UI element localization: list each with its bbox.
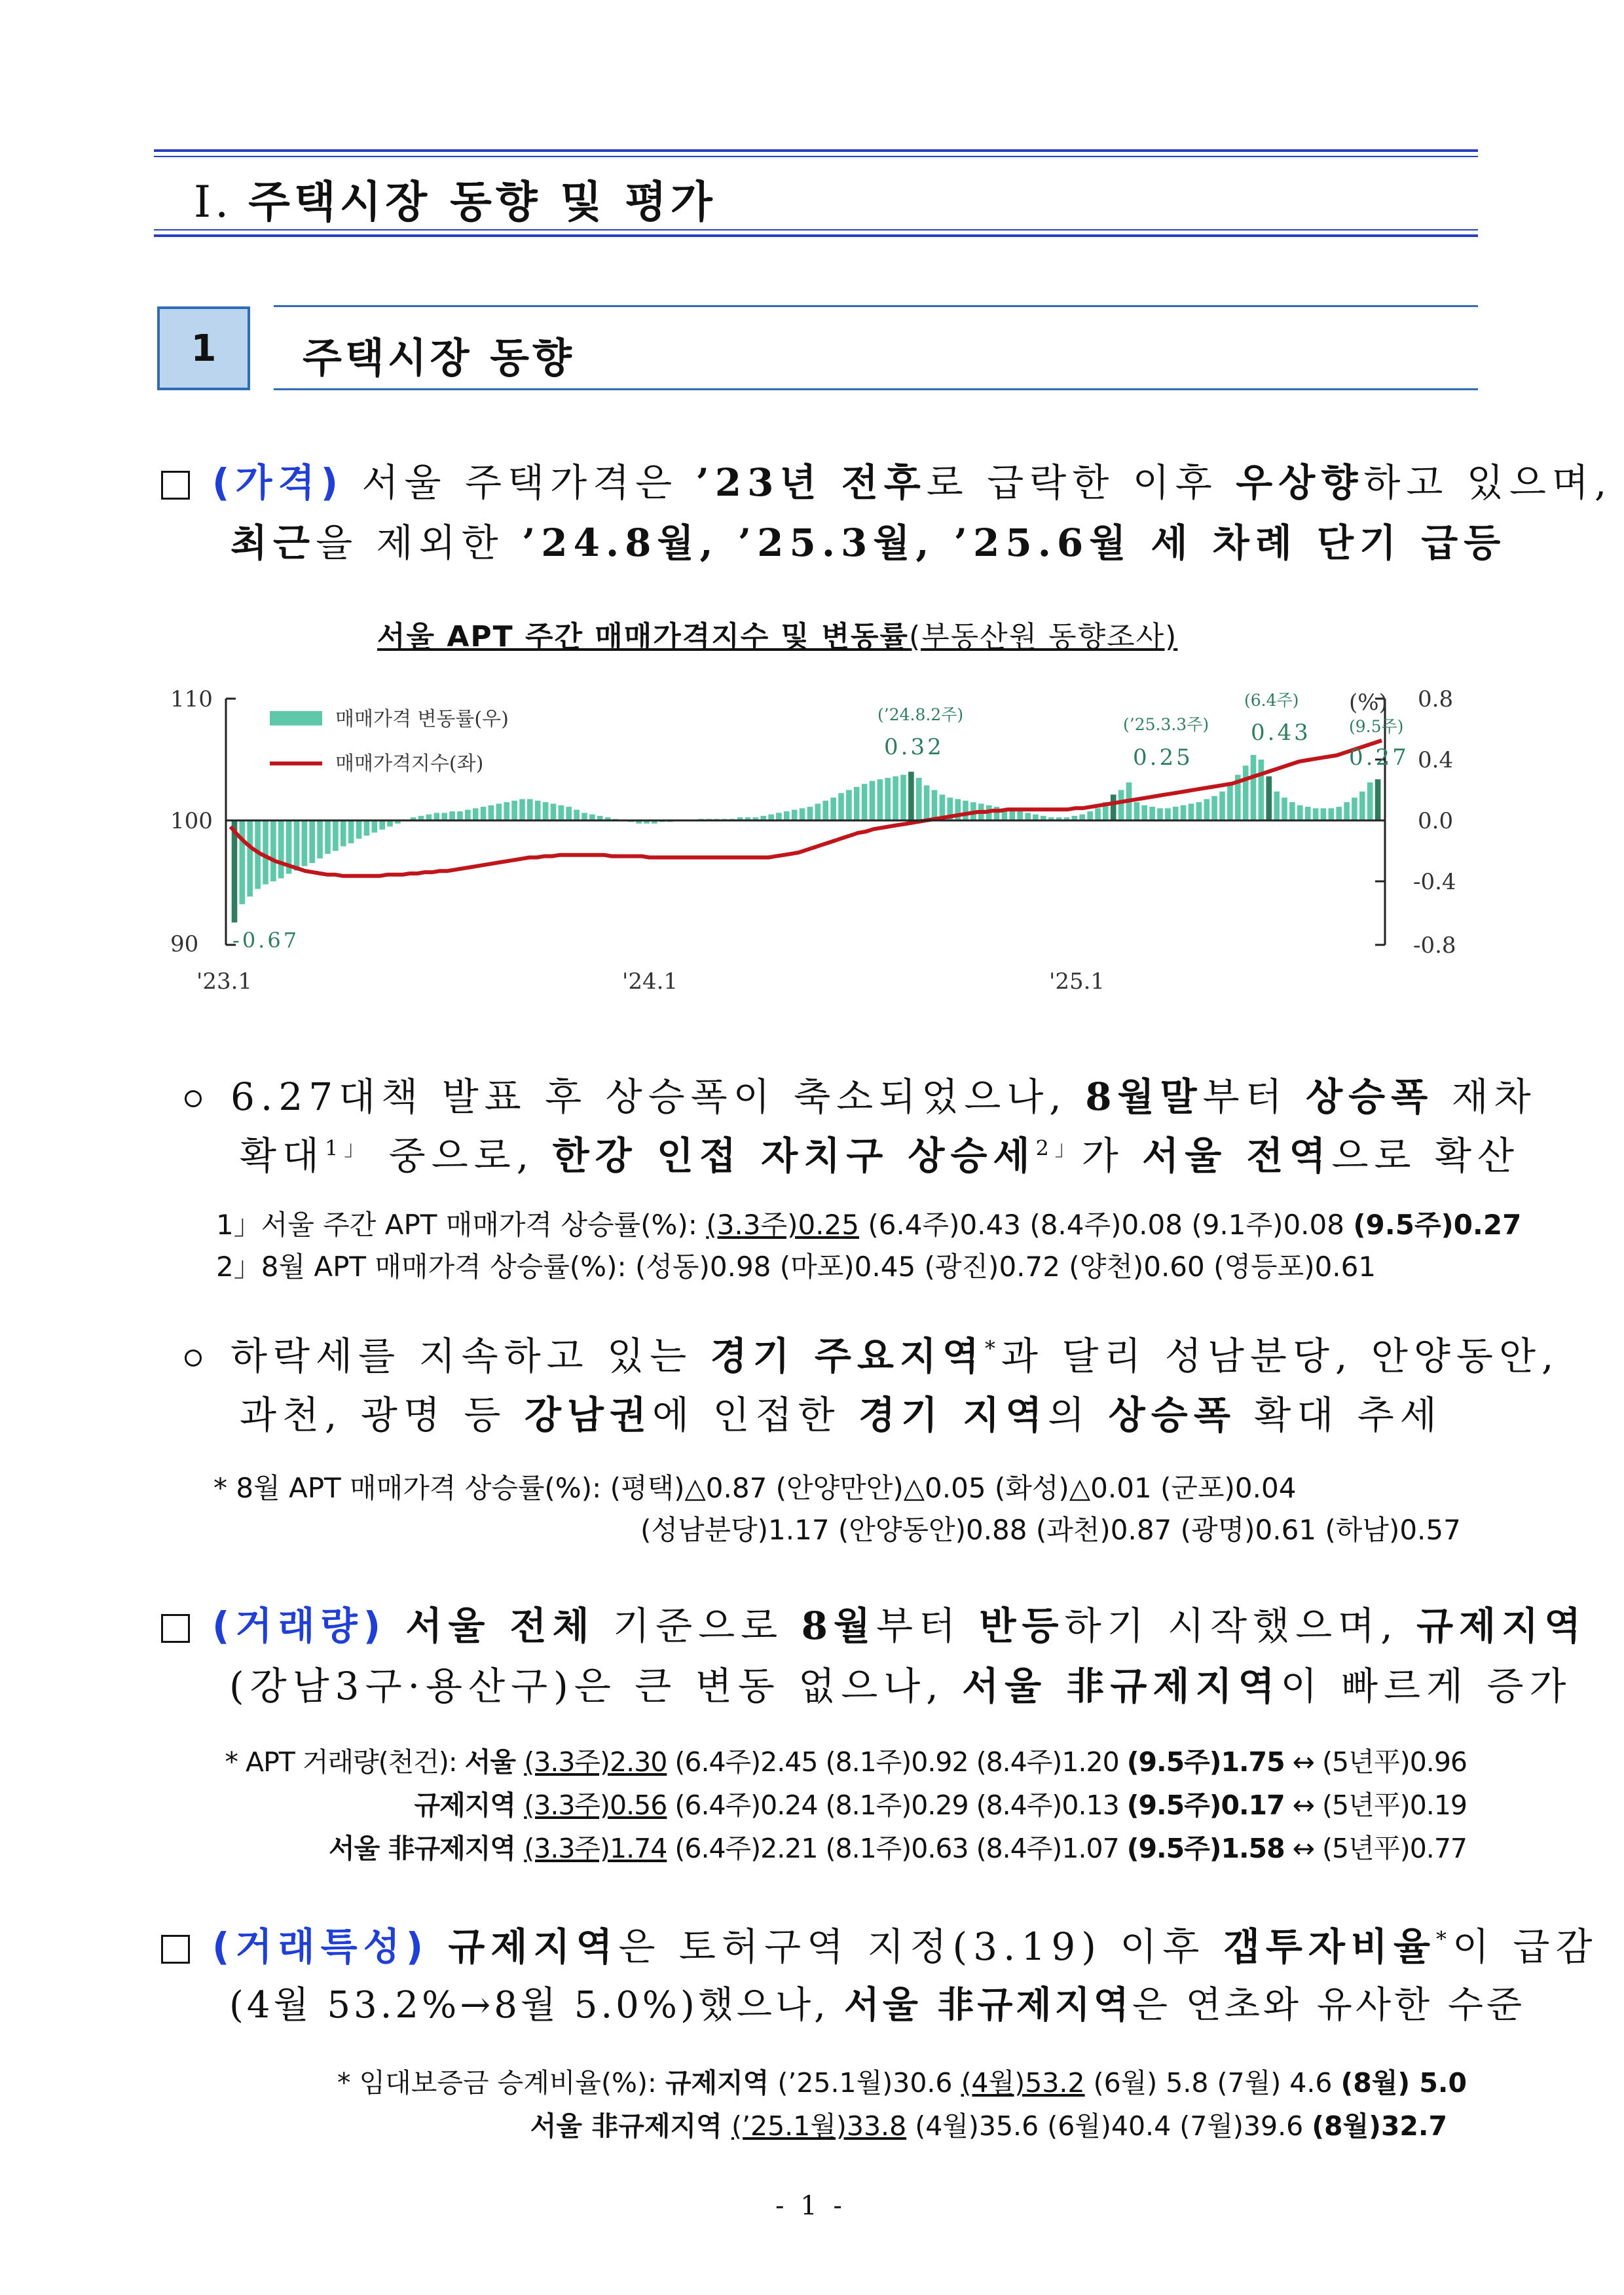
annot-period-2: (’25.3.3주) [1123,715,1209,734]
footnote-mark-2: 2」 [1035,1135,1082,1161]
change-rate-bar [372,820,378,833]
change-rate-bar [270,820,276,881]
y-right-tick-0.8: 0.8 [1418,686,1454,712]
p1-text-c: 로 급락한 이후 [926,460,1236,505]
b2-note2: (성남분당)1.17 (안양동안)0.88 (과천)0.87 (광명)0.61 (하남)0.57 [640,1514,1461,1546]
p1-line2 [231,512,1506,567]
change-rate-bar [543,802,549,820]
section-bottom-rule [274,388,1478,390]
p1-text-e: 하고 있으며, [1363,460,1613,505]
change-rate-bar [457,811,463,820]
note-text-underline: (4월)53.2 [961,2067,1085,2099]
p2-text-bold: 서울 非규제지역 [962,1664,1281,1708]
change-rate-bar [1251,755,1257,820]
change-rate-bar [1305,807,1311,820]
change-rate-bar [900,775,906,820]
change-rate-bar [1352,798,1357,820]
change-rate-bar [1173,807,1179,820]
change-rate-bar [511,801,517,820]
change-rate-bar [1157,808,1163,820]
chart-title-main: 서울 APT 주간 매매가격지수 및 변동률 [377,620,909,653]
change-rate-bar [278,820,284,878]
change-rate-bar [1243,765,1249,820]
annot-value-3: 0.43 [1251,720,1311,746]
change-rate-bar [1336,807,1342,820]
note-text: ↔ (5년平)0.96 [1284,1746,1467,1778]
change-rate-bar [807,807,813,820]
b1-text-bold: 서울 전역 [1142,1133,1332,1178]
p1-line1 [161,452,1612,507]
change-rate-bar [1297,805,1303,820]
section-top-rule [274,305,1478,307]
y-right-tick-0.4: 0.4 [1418,747,1454,773]
chapter-bottom-rule [154,229,1478,230]
b1-text: 가 [1081,1133,1143,1178]
chapter-top-rule [154,149,1478,152]
p2-tag: (거래량) [212,1604,387,1648]
change-rate-bar [535,801,541,820]
b1-text: 확대 [240,1133,325,1178]
b1-text: 6.27대책 발표 후 상승폭이 축소되었으나, [231,1074,1086,1119]
change-rate-bar [1204,799,1210,820]
b2-line2 [240,1384,1443,1439]
change-rate-bar [916,778,922,820]
section-number: 1 [191,327,217,370]
p2-text-bold: 규제지역 [1416,1604,1587,1648]
b2-text: 과 달리 성남분당, 안양동안, [1001,1334,1560,1378]
b2-text-bold: 경기 지역 [858,1393,1048,1437]
change-rate-bar [1313,808,1319,820]
change-rate-bar [963,801,969,820]
chapter-numeral: Ⅰ. [194,177,233,227]
change-rate-bar [379,820,385,830]
b1-text: 중으로, [371,1133,553,1178]
p3-line1 [161,1916,1598,1971]
footnote-asterisk: * [1436,1926,1452,1952]
change-rate-bar [1087,811,1093,820]
b2-text: 과천, 광명 등 [240,1393,525,1437]
y-right-tick-0.0: 0.0 [1418,808,1454,834]
change-rate-bar [581,813,587,820]
chapter-bottom-rule-thick [154,234,1478,237]
note-text-bold: (8월) 5.0 [1340,2067,1467,2099]
change-rate-bar [1219,792,1225,820]
chapter-top-rule-thin [154,156,1478,157]
change-rate-bar [1095,808,1101,820]
legend-bar-label: 매매가격 변동률(우) [335,708,509,731]
note-text-bold: (9.5주)1.58 [1126,1833,1285,1864]
change-rate-bar [1289,802,1295,820]
annot-value-4: 0.27 [1349,744,1409,771]
section-number-box [157,306,250,390]
change-rate-bar [822,801,828,820]
b1-line1 [185,1066,1537,1121]
p2-line2 [229,1655,1572,1710]
p3-tag: (거래특성) [212,1924,430,1969]
change-rate-bars [232,755,1381,923]
change-rate-bar [519,799,525,820]
change-rate-bar [908,772,914,820]
p2-text: 이 빠르게 증가 [1280,1664,1572,1708]
y-right-tick-neg0.8: -0.8 [1413,932,1456,959]
annot-value-min: -0.67 [232,928,300,953]
p3-note-row2 [530,2104,1447,2143]
change-rate-bar [830,798,836,820]
change-rate-bar [870,781,876,820]
change-rate-bar [1259,760,1264,820]
change-rate-bar [784,811,790,820]
change-rate-bar [527,799,533,820]
legend-bar-swatch [270,711,322,725]
change-rate-bar [302,820,308,866]
note-text: * 임대보증금 승계비율(%): [337,2067,665,2099]
p2-text-bold: 8월 [801,1604,876,1648]
b1-text: 부터 [1202,1074,1306,1119]
change-rate-bar [1017,811,1023,820]
annot-period-3: (6.4주) [1244,691,1299,710]
change-rate-bar [846,790,852,821]
note-text: (6.4주)0.43 (8.4주)0.08 (9.1주)0.08 [858,1209,1354,1241]
y-left-tick-90: 90 [170,931,199,957]
b1-text-bold: 8월말 [1085,1074,1203,1119]
change-rate-bar [1118,790,1124,821]
p3-text-bold: 갭투자비율 [1223,1924,1436,1969]
annot-value-2: 0.25 [1133,744,1193,771]
change-rate-bar [1025,813,1031,820]
p3-text: 은 연초와 유사한 수준 [1132,1984,1526,2027]
note-text-underline: (3.3주)1.74 [524,1833,667,1864]
note-text-bold: 서울 [464,1746,525,1778]
b2-line1 [185,1325,1559,1380]
b1-note1 [216,1203,1521,1243]
change-rate-bar [1344,802,1350,820]
note-text-bold: 서울 非규제지역 [530,2110,731,2142]
change-rate-bar [885,778,891,820]
change-rate-bar [333,820,339,851]
b1-text: 재차 [1433,1074,1537,1119]
change-rate-bar [489,805,494,820]
legend-line-label: 매매가격지수(좌) [335,752,484,775]
b2-text-bold: 강남권 [524,1393,652,1437]
p3-text: (4월 53.2%→8월 5.0%)했으나, [229,1984,844,2027]
page-number: - 1 - [775,2191,846,2221]
b1-text-bold: 상승폭 [1306,1074,1434,1119]
change-rate-bar [1375,779,1381,820]
change-rate-bar [434,813,440,820]
change-rate-bar [1227,784,1233,820]
b2-text: 확대 추세 [1236,1393,1443,1437]
note-text: (4월)35.6 (6월)40.4 (7월)39.6 [906,2110,1312,2142]
change-rate-bar [559,805,564,820]
change-rate-bar [932,790,938,821]
change-rate-bar [924,786,930,821]
b2-text: 의 [1048,1393,1109,1437]
note-text-underline: (3.3주)0.25 [706,1209,859,1241]
y-right-tick-neg0.4: -0.4 [1413,869,1456,895]
note-text-bold: 규제지역 [414,1790,525,1821]
note-text: (6월) 5.8 (7월) 4.6 [1084,2067,1341,2099]
p3-note-row1 [337,2061,1467,2100]
annot-period-4: (9.5주) [1349,717,1404,736]
p1-text-d: 우상향 [1236,460,1364,505]
p1-text-f: 최근 [231,521,316,565]
b2-text-bold: 상승폭 [1108,1393,1236,1437]
note-text-bold: (8월)32.7 [1312,2110,1447,2142]
b2-text-bold: 경기 주요지역 [710,1334,985,1378]
x-tick-24-1: '24.1 [622,968,678,995]
change-rate-bar [862,784,868,820]
p2-line1 [161,1595,1587,1650]
change-rate-bar [1321,808,1327,820]
note-text: (6.4주)2.45 (8.1주)0.92 (8.4주)1.20 [667,1746,1127,1778]
annot-period-1: (’24.8.2주) [877,705,964,724]
change-rate-bar [441,813,447,820]
p2-note-row3 [329,1827,1467,1865]
change-rate-bar [356,820,362,839]
note-text-underline: (’25.1월)33.8 [731,2110,907,2142]
change-rate-bar [1211,796,1217,820]
note-text: (6.4주)2.21 (8.1주)0.63 (8.4주)1.07 [667,1833,1127,1864]
change-rate-bar [1149,807,1155,820]
change-rate-bar [1111,795,1116,821]
note-text-bold: (9.5주)0.17 [1126,1790,1285,1821]
change-rate-bar [496,803,502,820]
note-text: ↔ (5년平)0.19 [1284,1790,1467,1821]
note-text-underline: (3.3주)2.30 [524,1746,667,1778]
p2-note-row2 [415,1784,1467,1822]
b2-text: 하락세를 지속하고 있는 [231,1334,710,1378]
note-text: 1」서울 주간 APT 매매가격 상승률(%): [216,1209,707,1241]
change-rate-bar [1329,808,1335,820]
note-text: (6.4주)0.24 (8.1주)0.29 (8.4주)0.13 [667,1790,1127,1821]
change-rate-bar [1134,802,1140,820]
unit-label: (%) [1349,689,1388,716]
section-title: 주택시장 동향 [303,334,575,382]
p1-tag: (가격) [212,460,344,505]
checkbox-square-icon [161,1935,190,1964]
change-rate-bar [574,810,580,820]
note-text-bold: (9.5주)1.75 [1126,1746,1285,1778]
annot-value-1: 0.32 [884,734,944,760]
b2-note1: * 8월 APT 매매가격 상승률(%): (평택)△0.87 (안양만안)△0.05 (화성)△0.01 (군포)0.04 [213,1472,1297,1504]
change-rate-bar [325,820,331,854]
p3-text-bold: 규제지역 [429,1924,619,1969]
change-rate-bar [348,820,354,843]
change-rate-bar [566,807,572,820]
note-text: (’25.1월)30.6 [769,2067,961,2099]
change-rate-bar [294,820,300,871]
b1-line2 [240,1125,1520,1180]
change-rate-bar [792,810,798,820]
p2-text-bold: 서울 전체 [386,1604,595,1648]
change-rate-bar [1359,792,1365,820]
change-rate-bar [1266,777,1272,820]
change-rate-bar [1282,798,1287,820]
p2-note-row1 [225,1740,1467,1779]
p1-text-g: 을 제외한 [316,521,523,565]
footnote-asterisk: * [984,1336,1001,1361]
b1-note2: 2」8월 APT 매매가격 상승률(%): (성동)0.98 (마포)0.45 (광진)0.72 (양천)0.60 (영등포)0.61 [216,1251,1376,1283]
p3-text: 이 급감 [1452,1924,1598,1969]
change-rate-bar [854,787,860,820]
change-rate-bar [465,810,471,820]
p1-text-a: 서울 주택가격은 [361,460,696,505]
checkbox-square-icon [161,471,190,500]
bullet-circle-icon [185,1090,202,1107]
change-rate-bar [776,813,782,820]
chart-title [377,613,1177,655]
p2-text-bold: 반등 [979,1604,1065,1648]
footnote-mark-1: 1」 [325,1135,371,1161]
p2-text: 하기 시작했으며, [1064,1604,1417,1648]
price-chart [151,674,1486,1002]
note-text: * APT 거래량(천건): [225,1746,465,1778]
p1-text-h: ’24.8월, ’25.3월, ’25.6월 세 차례 단기 급등 [522,521,1507,565]
note-text-bold: 규제지역 [665,2067,769,2099]
change-rate-bar [449,811,455,820]
y-left-tick-110: 110 [170,686,213,712]
change-rate-bar [1181,805,1187,820]
chapter-title: 주택시장 동향 및 평가 [248,177,716,227]
change-rate-bar [473,808,479,820]
change-rate-bar [551,803,557,820]
note-text-bold: 서울 非규제지역 [329,1833,525,1864]
change-rate-bar [317,820,323,858]
b1-text: 으로 확산 [1331,1133,1521,1178]
change-rate-bar [247,820,253,896]
change-rate-bar [1141,805,1147,820]
change-rate-bar [893,777,898,820]
change-rate-bar [364,820,370,835]
change-rate-bar [1274,792,1280,820]
chapter-heading [194,167,716,229]
change-rate-bar [800,808,805,820]
p2-text: 부터 [876,1604,980,1648]
change-rate-bar [263,820,268,885]
b2-text: 에 인접한 [652,1393,858,1437]
b1-text-bold: 한강 인접 자치구 상승세 [552,1133,1036,1178]
change-rate-bar [1367,782,1373,820]
p1-text-b: ’23년 전후 [695,460,927,505]
change-rate-bar [504,802,509,820]
change-rate-bar [481,807,487,820]
x-tick-23-1: '23.1 [196,968,253,995]
note-text-underline: (3.3주)0.56 [524,1790,667,1821]
note-text-bold: (9.5주)0.27 [1353,1209,1522,1241]
y-left-tick-100: 100 [170,808,213,834]
change-rate-bar [877,779,883,820]
p3-text: 은 토허구역 지정(3.19) 이후 [618,1924,1223,1969]
bullet-circle-icon [185,1349,202,1367]
change-rate-bar [1196,802,1202,820]
change-rate-bar [240,820,246,904]
note-text: ↔ (5년平)0.77 [1284,1833,1467,1864]
change-rate-bar [815,803,821,820]
change-rate-bar [838,793,844,820]
p3-line2 [229,1976,1525,2029]
change-rate-bar [1165,808,1171,820]
checkbox-square-icon [161,1614,190,1643]
x-tick-25-1: '25.1 [1049,968,1105,995]
change-rate-bar [1189,803,1194,820]
chart-title-source: (부동산원 동향조사) [908,620,1178,653]
p2-text: (강남3구·용산구)은 큰 변동 없으나, [229,1664,963,1708]
change-rate-bar [309,820,315,863]
p3-text-bold: 서울 非규제지역 [843,1983,1132,2027]
p2-text: 기준으로 [595,1604,802,1648]
change-rate-bar [341,820,346,847]
